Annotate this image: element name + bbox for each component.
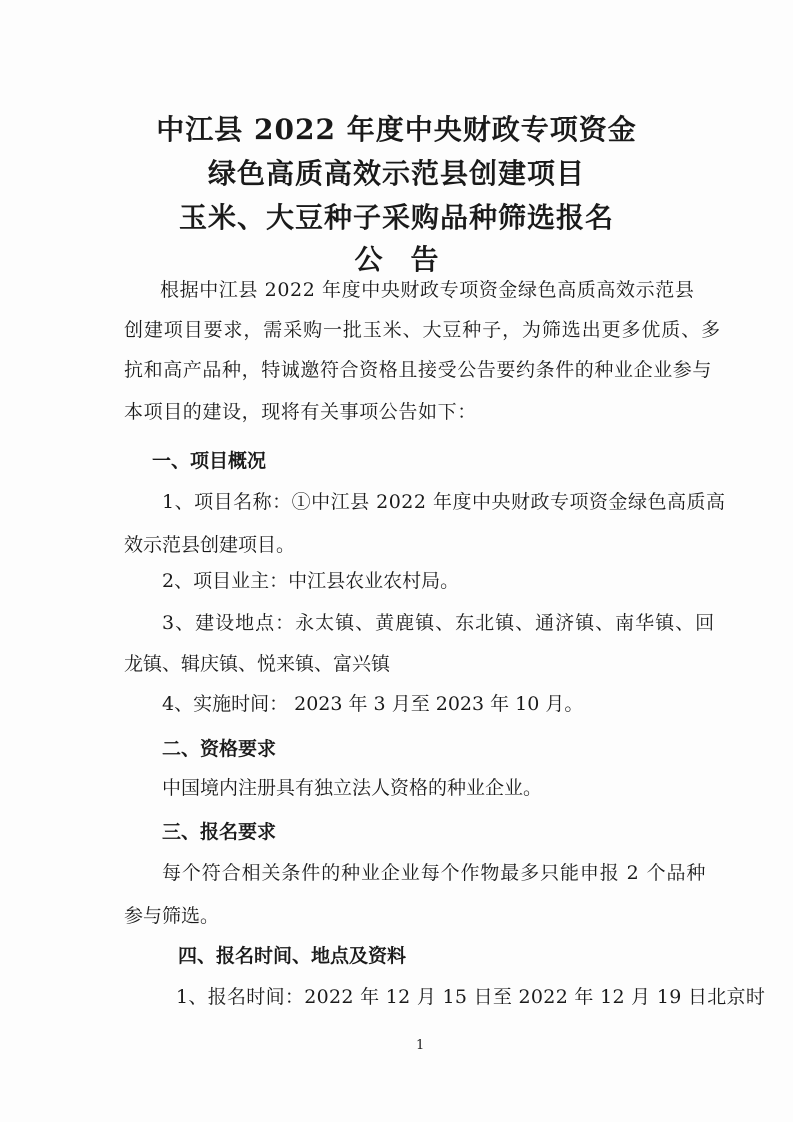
section-1-heading: 一、项目概况	[152, 450, 267, 472]
section-2-text: 中国境内注册具有独立法人资格的种业企业。	[162, 777, 543, 799]
section-1-item-2: 2、项目业主：中江县农业农村局。	[162, 570, 460, 592]
title-line-1: 中江县 2022 年度中央财政专项资金	[156, 113, 637, 146]
title-line-2: 绿色高质高效示范县创建项目	[207, 157, 585, 190]
section-4-heading: 四、报名时间、地点及资料	[178, 945, 407, 967]
title-line-3: 玉米、大豆种子采购品种筛选报名	[178, 201, 614, 234]
title-line-4: 公告	[354, 243, 467, 276]
section-1-item-1-line-1: 1、项目名称：①中江县 2022 年度中央财政专项资金绿色高质高	[162, 491, 726, 513]
section-1-item-1-line-2: 效示范县创建项目。	[124, 534, 296, 556]
intro-line-3: 抗和高产品种，特诚邀符合资格且接受公告要约条件的种业企业参与	[124, 359, 713, 381]
intro-line-2: 创建项目要求，需采购一批玉米、大豆种子，为筛选出更多优质、多	[124, 319, 722, 341]
section-2-heading: 二、资格要求	[162, 738, 277, 760]
page-number: 1	[416, 1038, 425, 1053]
section-3-line-2: 参与筛选。	[124, 905, 220, 927]
intro-line-1: 根据中江县 2022 年度中央财政专项资金绿色高质高效示范县	[160, 279, 695, 301]
section-1-item-3-line-1: 3、建设地点：永太镇、黄鹿镇、东北镇、通济镇、南华镇、回	[162, 612, 716, 634]
section-1-item-3-line-2: 龙镇、辑庆镇、悦来镇、富兴镇	[124, 653, 391, 675]
intro-line-4: 本项目的建设，现将有关事项公告如下：	[124, 401, 477, 423]
section-3-line-1: 每个符合相关条件的种业企业每个作物最多只能申报 2 个品种	[162, 862, 707, 884]
section-1-item-4: 4、实施时间： 2023 年 3 月至 2023 年 10 月。	[162, 693, 584, 715]
section-3-heading: 三、报名要求	[162, 821, 277, 843]
section-4-item-1: 1、报名时间：2022 年 12 月 15 日至 2022 年 12 月 19 日北京时	[176, 986, 766, 1008]
